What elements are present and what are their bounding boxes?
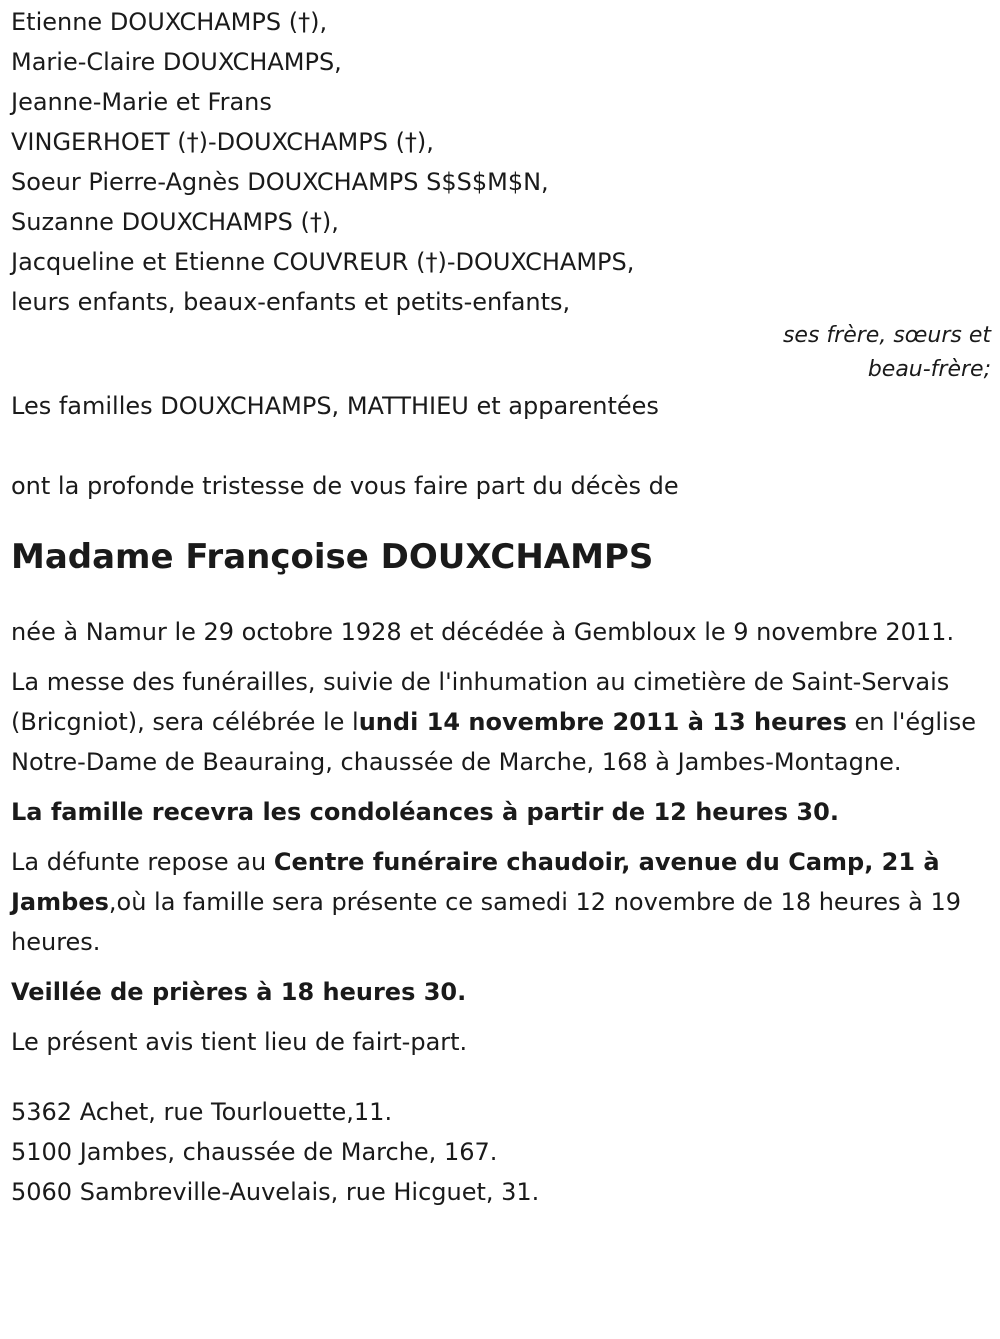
condolences-bold: La famille recevra les condoléances à partir de 12 heures 30. <box>11 798 839 826</box>
announcement-line: ont la profonde tristesse de vous faire part du décès de <box>11 472 679 500</box>
relation-line: beau-frère; <box>867 357 991 382</box>
deceased-name: Madame Françoise DOUXCHAMPS <box>11 537 654 577</box>
repose-time-text: ,où la famille sera présente ce samedi 12 novembre de 18 heures à 19 heures. <box>11 888 962 956</box>
mass-text: La messe des funérailles, suivie de l'inhumation au cimetière de Saint-Servais (Bricgniot), sera célébrée le l <box>11 668 950 736</box>
family-line: VINGERHOET (†)-DOUXCHAMPS (†), <box>11 128 434 156</box>
vigil-paragraph <box>11 972 991 1012</box>
mass-paragraph <box>11 662 991 782</box>
birth-death-paragraph: née à Namur le 29 octobre 1928 et décédée à Gembloux le 9 novembre 2011. <box>11 618 955 646</box>
notice-paragraph: Le présent avis tient lieu de fairt-part. <box>11 1028 468 1056</box>
family-line: Marie-Claire DOUXCHAMPS, <box>11 48 342 76</box>
repose-paragraph <box>11 842 991 962</box>
relation-line: ses frère, sœurs et <box>782 323 991 348</box>
repose-text: La défunte repose au <box>11 848 274 876</box>
address-line: 5362 Achet, rue Tourlouette,11. <box>11 1098 393 1126</box>
vigil-bold: Veillée de prières à 18 heures 30. <box>11 978 467 1006</box>
mass-date-bold: undi 14 novembre 2011 à 13 heures <box>358 708 847 736</box>
family-line: Jacqueline et Etienne COUVREUR (†)-DOUXCHAMPS, <box>11 248 635 276</box>
repose-location-bold: Centre funéraire chaudoir, avenue du Camp, 21 à Jambes <box>11 848 940 916</box>
address-line: 5060 Sambreville-Auvelais, rue Hicguet, 31. <box>11 1178 540 1206</box>
family-line: Jeanne-Marie et Frans <box>11 88 272 116</box>
address-list <box>11 1092 991 1212</box>
family-line: Soeur Pierre-Agnès DOUXCHAMPS S$S$M$N, <box>11 168 549 196</box>
address-line: 5100 Jambes, chaussée de Marche, 167. <box>11 1138 498 1166</box>
family-line: Etienne DOUXCHAMPS (†), <box>11 8 328 36</box>
family-list <box>11 2 991 322</box>
obituary-notice <box>11 2 991 1212</box>
condolences-paragraph <box>11 792 991 832</box>
families-line: Les familles DOUXCHAMPS, MATTHIEU et apparentées <box>11 392 659 420</box>
family-line: Suzanne DOUXCHAMPS (†), <box>11 208 339 236</box>
family-line: leurs enfants, beaux-enfants et petits-enfants, <box>11 288 571 316</box>
mass-location-text: en l'église Notre-Dame de Beauraing, chaussée de Marche, 168 à Jambes-Montagne. <box>11 708 976 776</box>
